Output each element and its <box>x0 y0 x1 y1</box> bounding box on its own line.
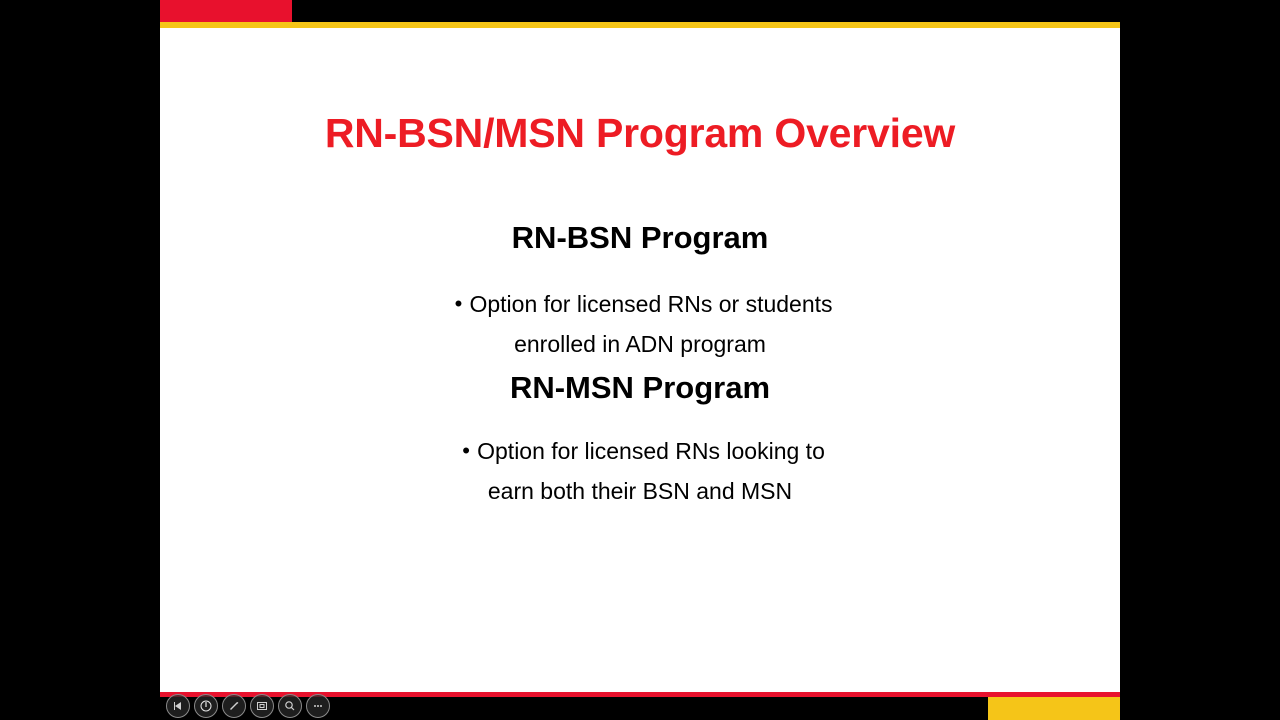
fit-screen-icon[interactable] <box>250 694 274 718</box>
bullet-text-line-1: Option for licensed RNs looking to <box>477 438 825 464</box>
top-red-accent-bar <box>160 0 292 22</box>
bullet-item <box>160 431 1120 471</box>
pen-icon[interactable] <box>222 694 246 718</box>
bottom-gold-accent-block <box>988 697 1120 720</box>
previous-icon[interactable] <box>166 694 190 718</box>
top-black-accent-bar <box>292 0 1120 22</box>
bullet-text-line-2: earn both their BSN and MSN <box>487 478 793 504</box>
zoom-icon[interactable] <box>278 694 302 718</box>
player-control-bar[interactable] <box>160 692 988 720</box>
more-options-icon[interactable] <box>306 694 330 718</box>
bullet-text-line-2: enrolled in ADN program <box>514 331 766 357</box>
bullet-dot-icon: • <box>462 438 470 463</box>
slide-title: RN-BSN/MSN Program Overview <box>324 110 956 156</box>
bullet-text-line-1: Option for licensed RNs or students <box>469 291 833 317</box>
slide-content <box>160 28 1120 692</box>
section-heading-rn-bsn: RN-BSN Program <box>511 220 769 255</box>
pause-icon[interactable] <box>194 694 218 718</box>
bullet-item <box>160 284 1120 324</box>
bullet-block-rn-bsn <box>160 284 1120 364</box>
section-heading-rn-msn: RN-MSN Program <box>509 370 771 405</box>
bullet-dot-icon: • <box>454 291 463 316</box>
bullet-block-rn-msn <box>160 431 1120 511</box>
